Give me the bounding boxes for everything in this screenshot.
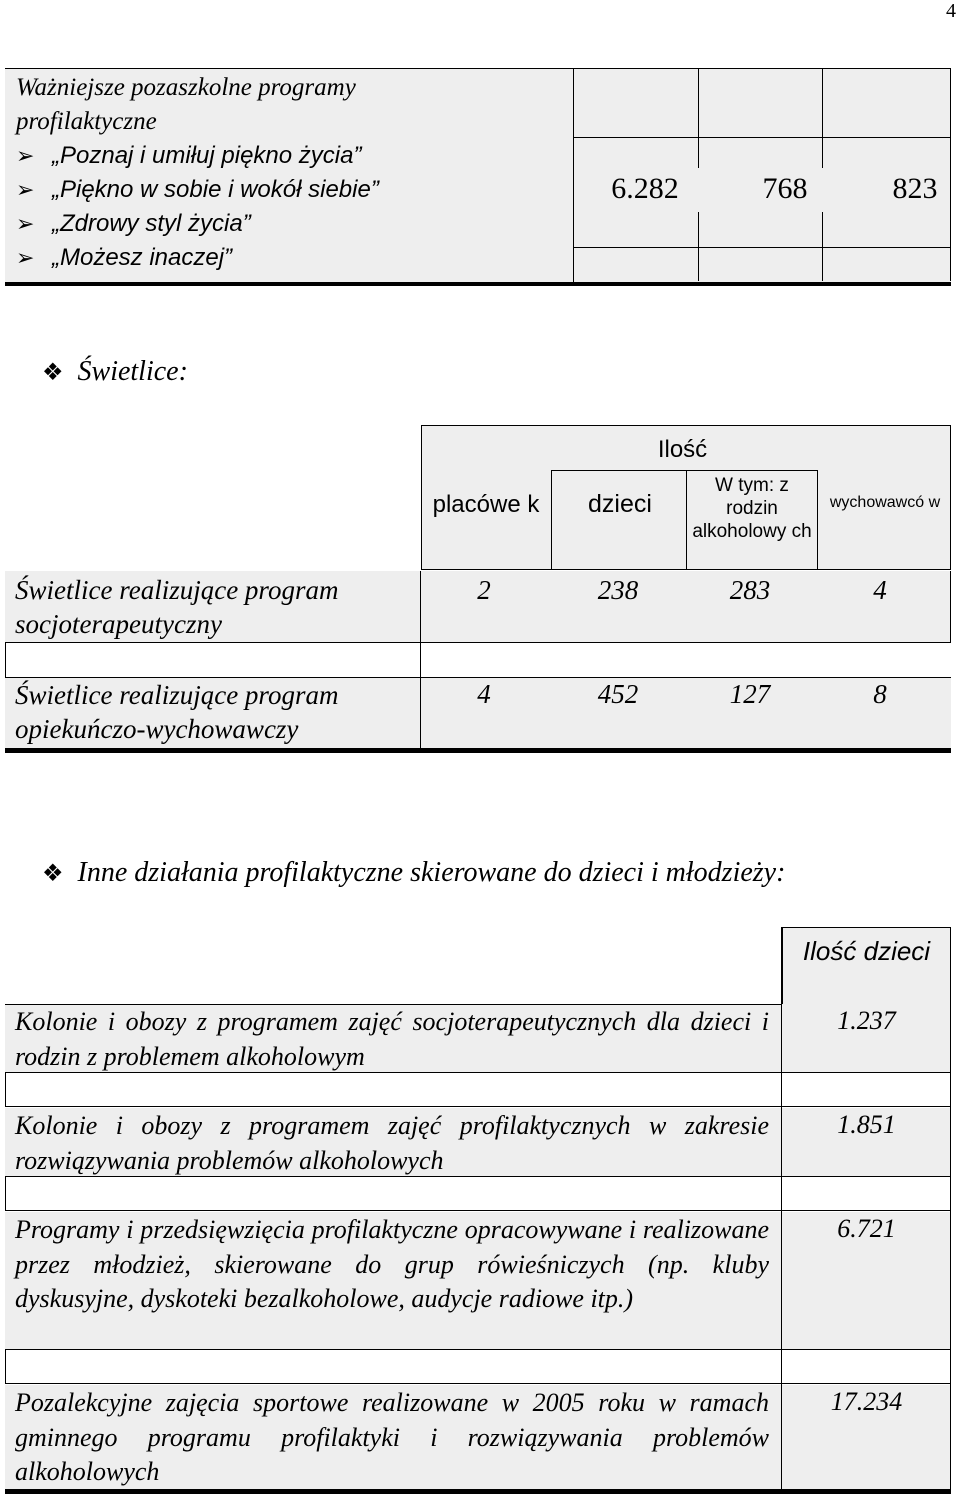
col-divider [817,470,818,570]
col-divider [551,470,552,570]
programs-list [16,139,379,275]
table-bottom-border [5,1489,951,1494]
col-divider [781,927,782,1490]
cell-placowek: 2 [477,575,491,605]
programs-value-total: 6.282 [611,172,679,205]
row-label: Programy i przedsięwzięcia profilaktyczne opracowywane i realizowane przez młodzież, skierowane do grup rówieśniczych (np. kluby dyskusyjne, dyskoteki bezalkoholowe, audycje radiowe itp.) [15,1215,769,1313]
row-value: 1.237 [837,1006,896,1035]
diamond-bullet-icon: ❖ [42,360,64,386]
program-item: ➢ „Piękno w sobie i wokół siebie” [16,173,379,207]
row-label: Kolonie i obozy z programem zajęć socjoterapeutycznych dla dzieci i rodzin z problemem alkoholowym [15,1007,769,1071]
col-divider [822,68,823,168]
spacer-row [5,1073,951,1107]
programs-value-3: 823 [892,172,938,205]
row-value: 17.234 [830,1387,903,1416]
spacer-row [5,1177,951,1211]
row-divider [574,137,951,138]
col-divider [686,470,687,570]
row-label: Świetlice realizujące program socjoterapeutyczny [15,575,339,639]
col-divider [950,927,951,1490]
diamond-bullet-icon: ❖ [42,861,64,887]
header-dzieci: dzieci [588,490,652,518]
col-divider [698,68,699,168]
header-w-tym: W tym: z rodzin alkoholowy ch [692,475,812,542]
table-bottom-border [5,748,951,753]
header-ilosc: Ilość [657,436,708,463]
cell-z-rodzin: 127 [729,679,771,709]
section-heading-inne: ❖ Inne działania profilaktyczne skierowane do dzieci i młodzieży: [42,857,786,888]
row-value: 6.721 [837,1214,896,1243]
section-heading-swietlice: ❖ Świetlice: [42,356,188,387]
row-divider [551,470,817,471]
arrow-bullet-icon: ➢ [16,177,35,202]
col-divider [5,643,6,677]
spacer-row [5,1350,951,1384]
arrow-bullet-icon: ➢ [16,211,35,236]
cell-dzieci: 452 [597,679,639,709]
cell-wychowawcow: 8 [873,679,887,709]
row-label: Pozalekcyjne zajęcia sportowe realizowane w 2005 roku w ramach gminnego programu profilaktyki i rozwiązywania problemów alkoholowych [15,1388,769,1486]
programs-cell [5,68,574,282]
page-number: 4 [946,0,956,22]
col-divider [420,643,421,753]
header-placowek: placówe k [432,491,540,518]
table-bottom-border [5,282,951,286]
cell-z-rodzin: 283 [729,575,771,605]
row-value: 1.851 [837,1110,896,1139]
row-divider [5,1004,781,1005]
arrow-bullet-icon: ➢ [16,143,35,168]
program-item: ➢ „Zdrowy styl życia” [16,207,379,241]
header-ilosc-dzieci: Ilość dzieci [802,936,931,966]
row-label: Świetlice realizujące program opiekuńczo-wychowawczy [15,680,339,744]
programs-title: Ważniejsze pozaszkolne programy profilaktyczne [16,74,356,135]
program-item: ➢ „Możesz inaczej” [16,241,379,275]
header-wychowawcow: wychowawcó w [829,494,941,511]
cell-placowek: 4 [477,679,491,709]
spacer-row [5,643,951,678]
arrow-bullet-icon: ➢ [16,245,35,270]
row-divider [574,247,951,248]
cell-dzieci: 238 [597,575,639,605]
programs-value-2: 768 [762,172,808,205]
row-label: Kolonie i obozy z programem zajęć profilaktycznych w zakresie rozwiązywania problemów alkoholowych [15,1111,769,1175]
cell-wychowawcow: 4 [873,575,887,605]
program-item: ➢ „Poznaj i umiłuj piękno życia” [16,139,379,173]
